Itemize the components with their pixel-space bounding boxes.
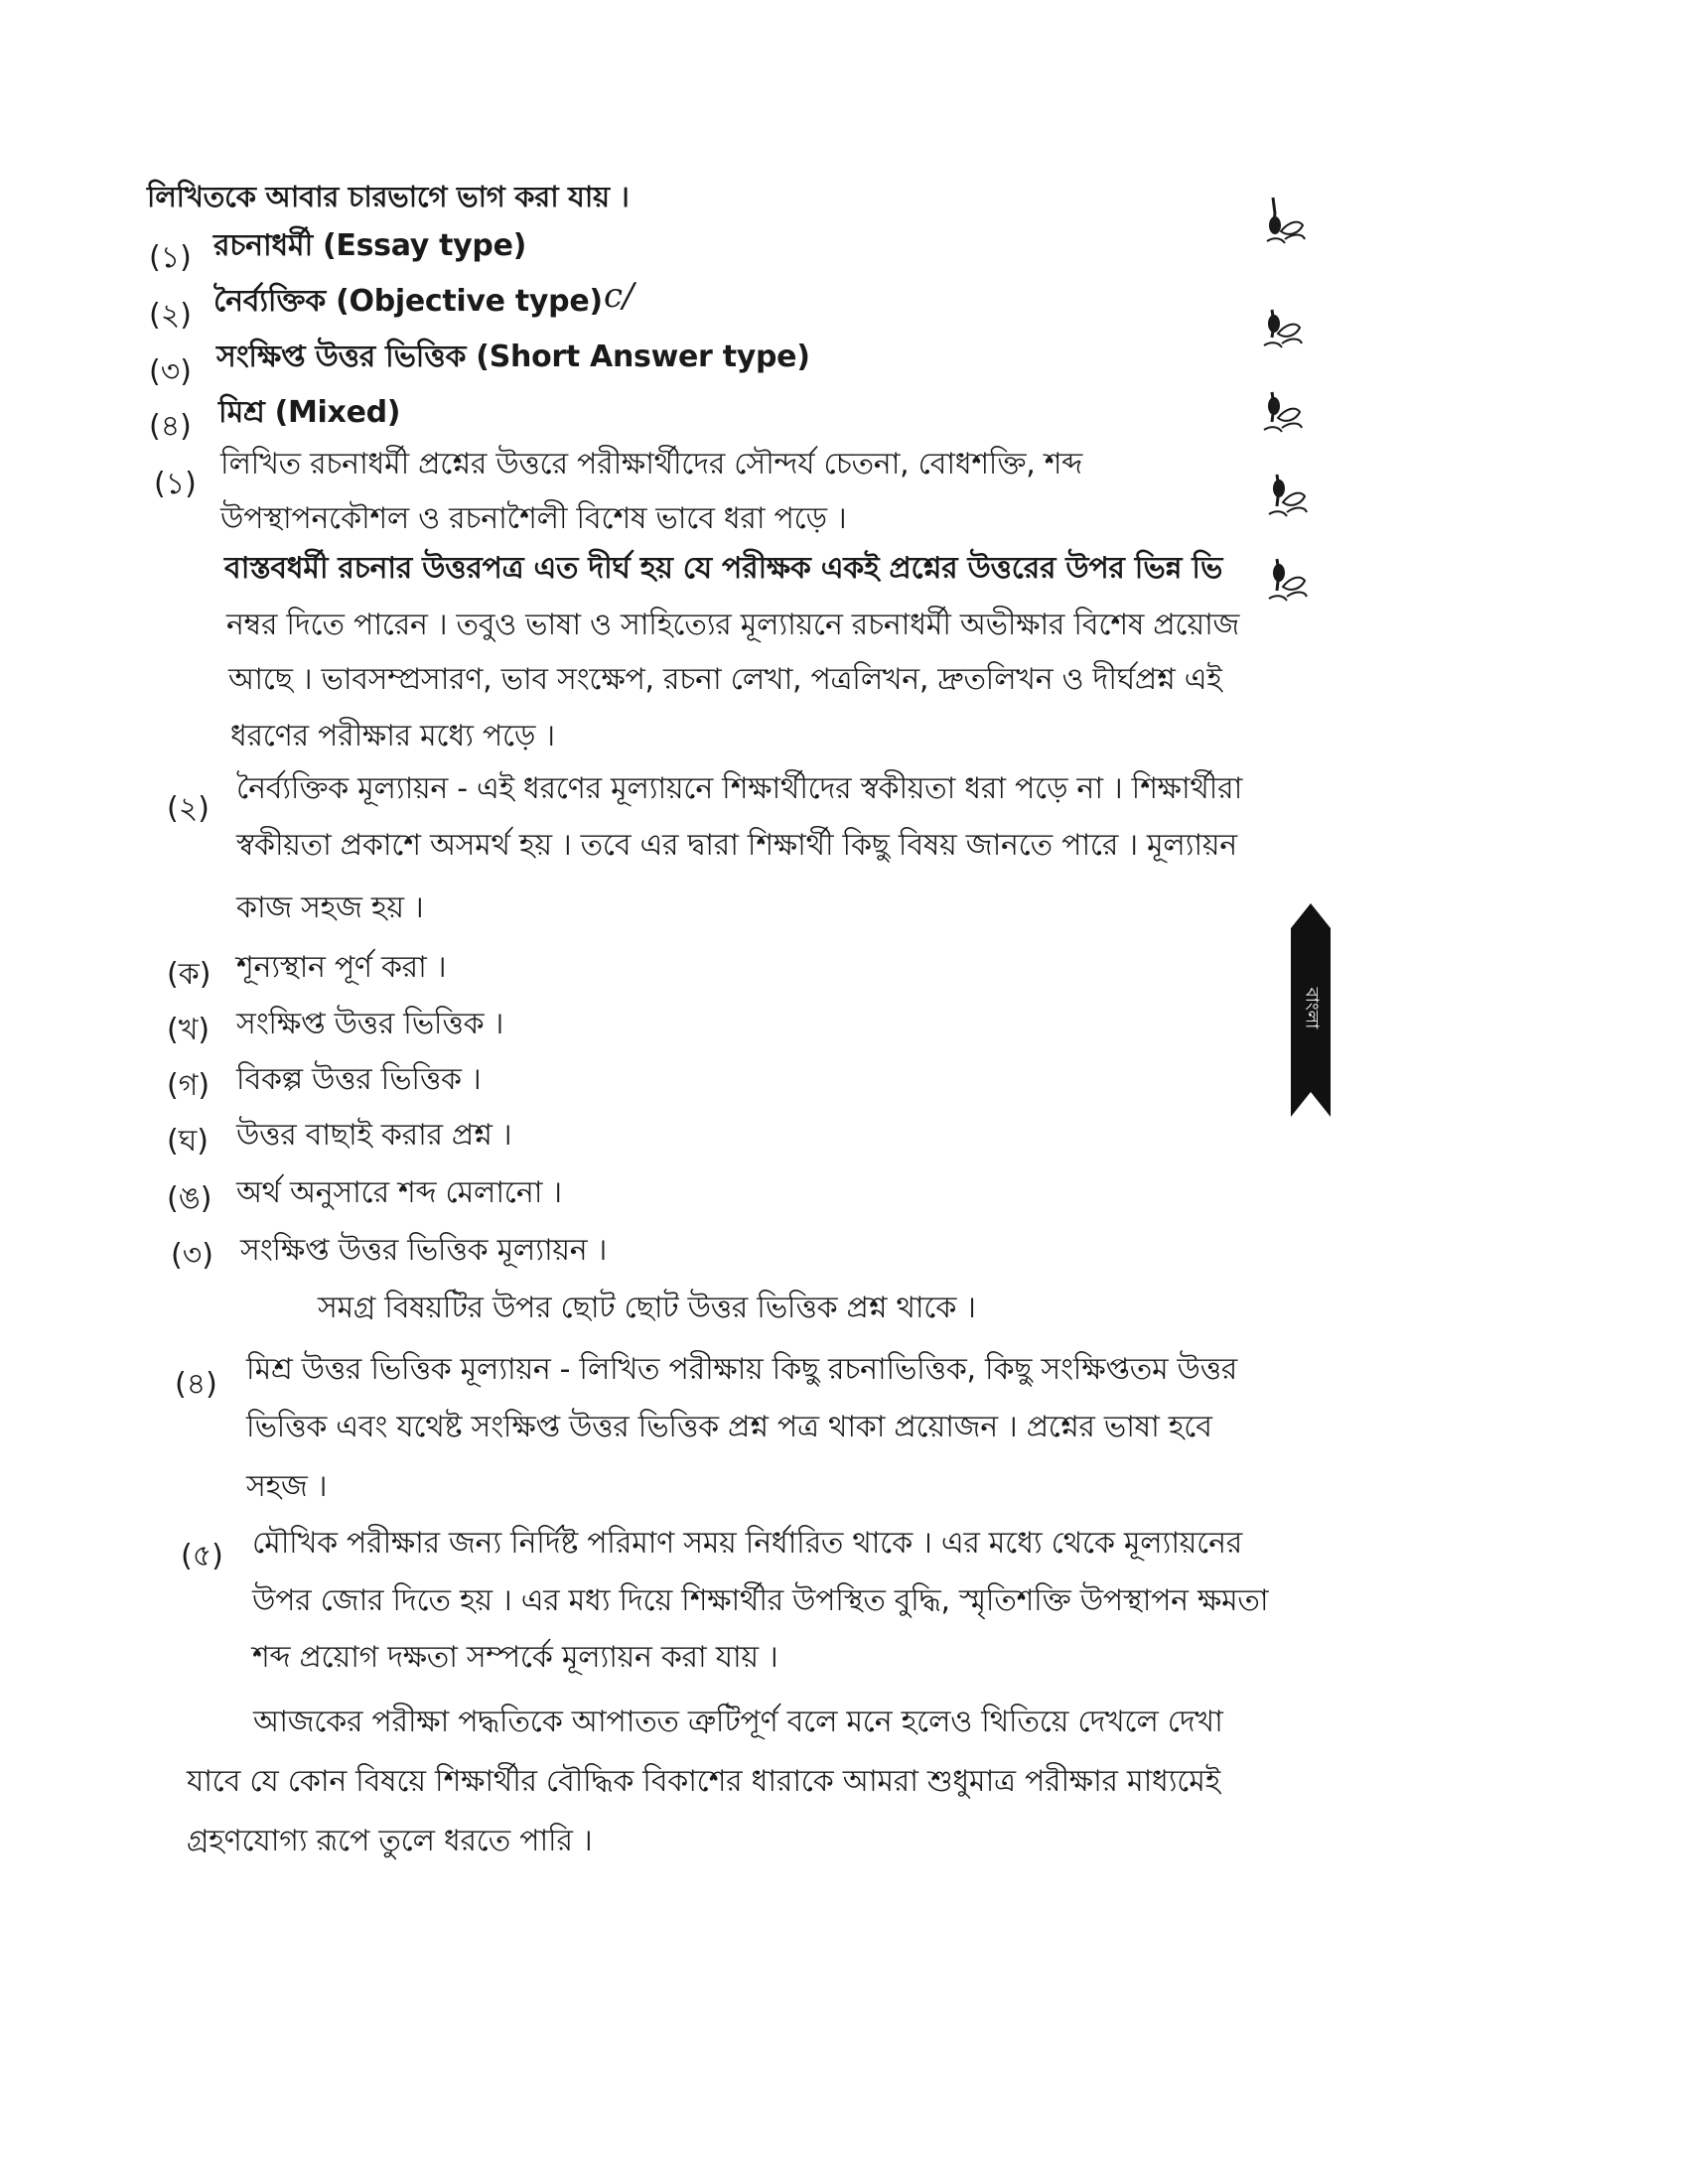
short-line: সংক্ষিপ্ত উত্তর ভিত্তিক মূল্যায়ন । — [240, 1233, 608, 1268]
conclusion-line: গ্রহণযোগ্য রূপে তুলে ধরতে পারি । — [187, 1824, 593, 1858]
oral-line: মৌখিক পরীক্ষার জন্য নির্দিষ্ট পরিমাণ সময় নির্ধারিত থাকে । এর মধ্যে থেকে মূল্যায়নের — [252, 1526, 1242, 1561]
section-number: (১) — [154, 467, 197, 501]
mixed-line: মিশ্র উত্তর ভিত্তিক মূল্যায়ন - লিখিত পরীক্ষায় কিছু রচনাভিত্তিক, কিছু সংক্ষিপ্ততম উত্তর — [246, 1352, 1237, 1387]
section-number: (৫) — [181, 1539, 223, 1573]
essay-line: নম্বর দিতে পারেন । তবুও ভাষা ও সাহিত্যের মূল্যায়নে রচনাধর্মী অভীক্ষার বিশেষ প্রয়োজ — [226, 608, 1240, 642]
short-line: সমগ্র বিষয়টির উপর ছোট ছোট উত্তর ভিত্তিক প্রশ্ন থাকে । — [318, 1291, 976, 1325]
subitem-text: উত্তর বাছাই করার প্রশ্ন । — [236, 1118, 512, 1153]
intro-line: লিখিতকে আবার চারভাগে ভাগ করা যায় । — [147, 180, 630, 213]
flower-sprig-icon — [1259, 194, 1319, 253]
subitem-text: অর্থ অনুসারে শব্দ মেলানো । — [236, 1175, 562, 1210]
type-number: (৪) — [149, 409, 192, 444]
bookmark-label — [1291, 978, 1331, 1037]
essay-line: ধরণের পরীক্ষার মধ্যে পড়ে । — [230, 719, 555, 753]
subitem-number: (ঙ) — [167, 1181, 212, 1216]
type-label: সংক্ষিপ্ত উত্তর ভিত্তিক (Short Answer type) — [216, 340, 810, 374]
conclusion-line: আজকের পরীক্ষা পদ্ধতিকে আপাতত ত্রুটিপূর্ণ বলে মনে হলেও থিতিয়ে দেখলে দেখা — [253, 1705, 1223, 1739]
subitem-text: সংক্ষিপ্ত উত্তর ভিত্তিক । — [236, 1007, 503, 1041]
objective-line: কাজ সহজ হয় । — [236, 890, 424, 925]
subitem-text: বিকল্প উত্তর ভিত্তিক । — [236, 1062, 482, 1097]
essay-line: উপস্থাপনকৌশল ও রচনাশৈলী বিশেষ ভাবে ধরা পড়ে । — [220, 501, 847, 536]
section-number: (৪) — [175, 1367, 217, 1402]
type-label: মিশ্র (Mixed) — [218, 395, 401, 430]
flower-sprig-icon — [1256, 382, 1316, 442]
objective-line: নৈর্ব্যক্তিক মূল্যায়ন - এই ধরণের মূল্যায়নে শিক্ষার্থীদের স্বকীয়তা ধরা পড়ে না । শিক্ষার্থীরা — [236, 771, 1242, 806]
essay-line: আছে । ভাবসম্প্রসারণ, ভাব সংক্ষেপ, রচনা লেখা, পত্রলিখন, দ্রুতলিখন ও দীর্ঘপ্রশ্ন এই — [228, 662, 1222, 697]
type-label: নৈর্ব্যক্তিক (Objective type) — [213, 284, 603, 319]
subitem-number: (খ) — [167, 1013, 211, 1047]
essay-line: লিখিত রচনাধর্মী প্রশ্নের উত্তরে পরীক্ষার্থীদের সৌন্দর্য চেতনা, বোধশক্তি, শব্দ — [220, 447, 1082, 481]
objective-line: স্বকীয়তা প্রকাশে অসমর্থ হয় । তবে এর দ্বারা শিক্ষার্থী কিছু বিষয় জানতে পারে । মূল্যায়ন — [236, 828, 1237, 863]
essay-line: বাস্তবধর্মী রচনার উত্তরপত্র এত দীর্ঘ হয় যে পরীক্ষক একই প্রশ্নের উত্তরের উপর ভিন্ন ভি — [224, 551, 1223, 586]
type-label: রচনাধর্মী (Essay type) — [213, 228, 527, 263]
subitem-number: (গ) — [167, 1068, 211, 1103]
mixed-line: ভিত্তিক এবং যথেষ্ট সংক্ষিপ্ত উত্তর ভিত্তিক প্রশ্ন পত্র থাকা প্রয়োজন । প্রশ্নের ভাষা হবে — [246, 1410, 1212, 1444]
type-number: (২) — [149, 298, 192, 333]
subitem-text: শূন্যস্থান পূর্ণ করা । — [236, 950, 447, 985]
type-number: (৩) — [149, 354, 192, 389]
flower-sprig-icon — [1259, 467, 1319, 526]
mixed-line: সহজ । — [246, 1469, 328, 1504]
side-tab-text: বাংলা — [1301, 987, 1323, 1028]
flower-sprig-icon — [1259, 551, 1319, 611]
subitem-number: (ক) — [167, 957, 211, 992]
section-number: (৩) — [171, 1238, 213, 1273]
oral-line: শব্দ প্রয়োগ দক্ষতা সম্পর্কে মূল্যায়ন করা যায় । — [252, 1640, 778, 1675]
type-number: (১) — [149, 240, 192, 275]
flower-sprig-icon — [1256, 298, 1316, 357]
subitem-number: (ঘ) — [167, 1124, 209, 1159]
conclusion-line: যাবে যে কোন বিষয়ে শিক্ষার্থীর বৌদ্ধিক বিকাশের ধারাকে আমরা শুধুমাত্র পরীক্ষার মাধ্যমেই — [187, 1764, 1220, 1799]
handwritten-mark: c/ — [604, 276, 634, 316]
section-number: (২) — [167, 791, 210, 826]
oral-line: উপর জোর দিতে হয় । এর মধ্য দিয়ে শিক্ষার্থীর উপস্থিত বুদ্ধি, স্মৃতিশক্তি উপস্থাপন ক্ষমতা — [252, 1583, 1269, 1618]
